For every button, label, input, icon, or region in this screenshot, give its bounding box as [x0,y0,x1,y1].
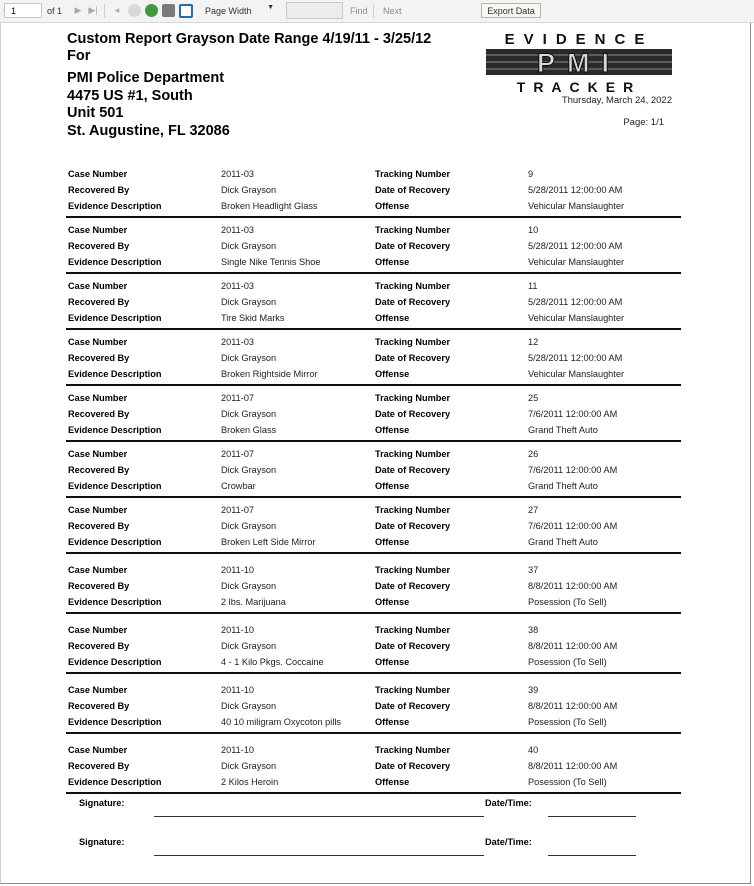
field-label: Tracking Number [375,225,451,235]
refresh-icon[interactable] [145,4,158,17]
record-row [66,714,681,730]
field-value: Posession (To Sell) [528,777,607,787]
zoom-select-value: Page Width [205,5,252,16]
field-value: 8/8/2011 12:00:00 AM [528,641,618,651]
field-label: Offense [375,717,410,727]
field-value: Dick Grayson [221,297,277,307]
record-row [66,534,681,550]
field-value: Broken Headlight Glass [221,201,318,211]
record-row [66,742,681,758]
field-label: Recovered By [68,353,130,363]
logo-text-top: EVIDENCE [504,31,654,48]
field-value: Grand Theft Auto [528,537,598,547]
field-value: Dick Grayson [221,185,277,195]
field-value: 8/8/2011 12:00:00 AM [528,761,618,771]
field-label: Case Number [68,565,128,575]
record-row [66,682,681,698]
field-label: Evidence Description [68,257,162,267]
field-value: Vehicular Manslaughter [528,201,625,211]
field-value: 39 [528,685,539,695]
report-title-line2: For [67,48,91,64]
field-value: 5/28/2011 12:00:00 AM [528,353,623,363]
field-value: Broken Glass [221,425,277,435]
field-label: Offense [375,313,410,323]
back-icon[interactable]: ◂ [114,5,120,15]
field-label: Date of Recovery [375,581,451,591]
field-label: Tracking Number [375,281,451,291]
field-label: Evidence Description [68,597,162,607]
field-value: 2011-03 [221,281,255,291]
record-row [66,350,681,366]
signature-label: Signature: [79,837,125,847]
field-label: Tracking Number [375,169,451,179]
page-count-label: of 1 [47,6,63,16]
record-row [66,518,681,534]
logo-text-bottom: TRACKER [516,79,642,95]
next-page-icon[interactable]: ▶ [74,5,82,15]
field-value: 2011-07 [221,449,255,459]
report-title [67,31,487,65]
field-value: 5/28/2011 12:00:00 AM [528,185,623,195]
export-data-button[interactable]: Export Data [481,3,541,18]
report-title-line1: Custom Report Grayson Date Range 4/19/11 - 3/25/12 [67,31,432,47]
field-label: Offense [375,597,410,607]
record-row [66,406,681,422]
field-label: Date of Recovery [375,353,451,363]
field-value: 25 [528,393,539,403]
field-value: 5/28/2011 12:00:00 AM [528,241,623,251]
field-label: Tracking Number [375,565,451,575]
field-value: Grand Theft Auto [528,425,598,435]
field-value: 12 [528,337,539,347]
field-label: Evidence Description [68,201,162,211]
field-value: 2011-10 [221,685,255,695]
field-label: Evidence Description [68,313,162,323]
field-value: 2011-03 [221,337,255,347]
evidence-record [66,617,681,674]
field-value: 37 [528,565,539,575]
field-label: Case Number [68,505,128,515]
field-value: 26 [528,449,539,459]
zoom-select[interactable] [202,3,280,18]
field-value: Dick Grayson [221,241,277,251]
field-label: Case Number [68,685,128,695]
field-value: 7/6/2011 12:00:00 AM [528,521,618,531]
field-label: Recovered By [68,581,130,591]
field-value: 8/8/2011 12:00:00 AM [528,701,618,711]
field-label: Offense [375,537,410,547]
signature-label: Signature: [79,798,125,808]
address-line2: Unit 501 [67,105,124,121]
field-value: Dick Grayson [221,581,277,591]
field-value: Dick Grayson [221,641,277,651]
field-label: Date of Recovery [375,297,451,307]
field-value: 4 - 1 Kilo Pkgs. Coccaine [221,657,324,667]
field-label: Offense [375,657,410,667]
record-row [66,166,681,182]
field-value: 2011-10 [221,565,255,575]
field-label: Recovered By [68,761,130,771]
record-row [66,254,681,270]
record-row [66,562,681,578]
field-label: Recovered By [68,701,130,711]
field-value: 10 [528,225,539,235]
field-label: Evidence Description [68,481,162,491]
field-value: Posession (To Sell) [528,597,607,607]
field-value: Grand Theft Auto [528,481,598,491]
evidence-record [66,221,681,274]
field-value: 2011-03 [221,169,255,179]
record-row [66,446,681,462]
field-label: Date of Recovery [375,641,451,651]
field-value: Crowbar [221,481,256,491]
print-layout-icon[interactable] [179,4,193,18]
department-block [67,70,367,140]
field-value: 7/6/2011 12:00:00 AM [528,409,618,419]
signature-line[interactable] [154,855,484,856]
field-label: Evidence Description [68,657,162,667]
record-row [66,622,681,638]
evidence-record [66,445,681,498]
report-page [0,23,751,884]
field-label: Recovered By [68,185,130,195]
evidence-record [66,165,681,218]
field-value: Single Nike Tennis Shoe [221,257,321,267]
field-label: Recovered By [68,641,130,651]
field-label: Tracking Number [375,685,451,695]
field-label: Evidence Description [68,425,162,435]
field-value: Tire Skid Marks [221,313,285,323]
field-value: Broken Left Side Mirror [221,537,316,547]
field-value: 2011-07 [221,505,255,515]
field-value: Vehicular Manslaughter [528,369,625,379]
record-row [66,462,681,478]
print-icon[interactable] [162,4,175,17]
stop-icon[interactable] [128,4,141,17]
chevron-down-icon: ▼ [267,4,274,11]
field-label: Recovered By [68,465,130,475]
evidence-record [66,557,681,614]
department-name: PMI Police Department [67,70,225,86]
page-number-input[interactable] [4,3,42,18]
field-value: 38 [528,625,539,635]
field-label: Evidence Description [68,717,162,727]
datetime-line[interactable] [548,816,636,817]
field-value: Broken Rightside Mirror [221,369,318,379]
datetime-label: Date/Time: [485,798,532,808]
field-label: Tracking Number [375,625,451,635]
field-label: Tracking Number [375,337,451,347]
record-row [66,758,681,774]
field-label: Date of Recovery [375,185,451,195]
field-label: Case Number [68,625,128,635]
field-value: 2011-10 [221,745,255,755]
field-value: Dick Grayson [221,701,277,711]
field-label: Recovered By [68,241,130,251]
address-line1: 4475 US #1, South [67,87,193,104]
field-value: Vehicular Manslaughter [528,313,625,323]
field-label: Case Number [68,449,128,459]
field-value: 5/28/2011 12:00:00 AM [528,297,623,307]
find-input[interactable] [286,2,343,19]
record-row [66,390,681,406]
toolbar-separator [104,4,105,18]
evidence-record [66,737,681,794]
toolbar-separator [373,4,374,18]
find-button[interactable]: Find [350,6,368,16]
record-row [66,334,681,350]
field-label: Recovered By [68,409,130,419]
signature-line[interactable] [154,816,484,817]
report-date: Thursday, March 24, 2022 [561,95,672,106]
field-value: 2011-07 [221,393,255,403]
field-label: Tracking Number [375,449,451,459]
field-label: Offense [375,201,410,211]
field-value: 40 [528,745,539,755]
field-value: Dick Grayson [221,409,277,419]
evidence-record [66,501,681,554]
logo-text-mid: PMI [536,48,622,78]
field-label: Case Number [68,225,128,235]
field-value: 7/6/2011 12:00:00 AM [528,465,618,475]
record-row [66,366,681,382]
field-label: Offense [375,481,410,491]
record-row [66,698,681,714]
field-value: Dick Grayson [221,761,277,771]
evidence-record [66,677,681,734]
address-city: St. Augustine, FL 32086 [67,122,230,139]
field-label: Tracking Number [375,745,451,755]
field-label: Recovered By [68,521,130,531]
field-label: Date of Recovery [375,465,451,475]
field-label: Case Number [68,337,128,347]
field-label: Recovered By [68,297,130,307]
record-row [66,278,681,294]
field-value: 40 10 miligram Oxycoton pills [221,717,341,727]
record-row [66,594,681,610]
field-value: 9 [528,169,534,179]
field-label: Case Number [68,281,128,291]
field-label: Evidence Description [68,369,162,379]
field-label: Tracking Number [375,393,451,403]
evidence-record [66,277,681,330]
next-button[interactable]: Next [383,6,402,16]
signature-area [66,788,681,868]
record-row [66,578,681,594]
record-row [66,294,681,310]
record-row [66,238,681,254]
datetime-line[interactable] [548,855,636,856]
field-value: Posession (To Sell) [528,657,607,667]
field-value: 11 [528,281,538,291]
field-label: Case Number [68,393,128,403]
record-row [66,478,681,494]
field-value: Posession (To Sell) [528,717,607,727]
evidence-record [66,333,681,386]
record-row [66,310,681,326]
last-page-icon[interactable]: ▶| [88,5,98,15]
field-value: Vehicular Manslaughter [528,257,625,267]
field-label: Case Number [68,169,128,179]
field-label: Date of Recovery [375,521,451,531]
record-row [66,502,681,518]
datetime-label: Date/Time: [485,837,532,847]
record-row [66,198,681,214]
field-value: 2011-03 [221,225,255,235]
field-value: 2 lbs. Marijuana [221,597,286,607]
evidence-records [66,165,681,797]
record-row [66,222,681,238]
field-label: Date of Recovery [375,241,451,251]
field-label: Offense [375,425,410,435]
evidence-record [66,389,681,442]
field-value: 27 [528,505,539,515]
field-value: Dick Grayson [221,521,277,531]
field-label: Evidence Description [68,777,162,787]
field-value: 2 Kilos Heroin [221,777,279,787]
field-label: Evidence Description [68,537,162,547]
field-value: Dick Grayson [221,465,277,475]
field-value: 2011-10 [221,625,255,635]
field-value: 8/8/2011 12:00:00 AM [528,581,618,591]
record-row [66,182,681,198]
field-label: Date of Recovery [375,701,451,711]
field-label: Offense [375,369,410,379]
report-viewer-toolbar [0,0,754,23]
field-label: Offense [375,777,410,787]
record-row [66,422,681,438]
record-row [66,654,681,670]
field-value: Dick Grayson [221,353,277,363]
field-label: Date of Recovery [375,409,451,419]
field-label: Offense [375,257,410,267]
field-label: Date of Recovery [375,761,451,771]
record-row [66,638,681,654]
page-indicator: Page: 1/1 [623,117,664,128]
evidence-tracker-logo [484,29,674,95]
field-label: Case Number [68,745,128,755]
field-label: Tracking Number [375,505,451,515]
